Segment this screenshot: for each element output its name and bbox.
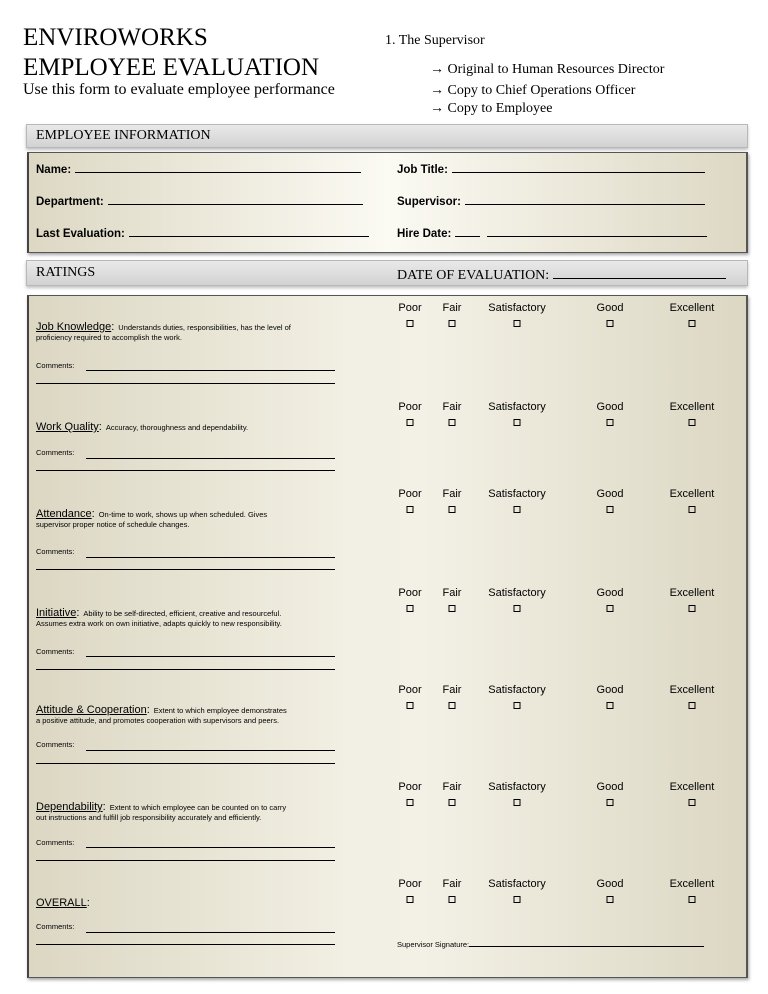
name-label: Name: xyxy=(36,164,72,176)
comments-label: Comments: xyxy=(36,647,75,656)
name-field[interactable] xyxy=(36,160,361,178)
rating-checkbox-excellent[interactable] xyxy=(689,419,696,426)
criterion-name: Job Knowledge xyxy=(36,321,112,333)
rating-scale-label: Excellent xyxy=(669,488,715,500)
rating-checkbox-poor[interactable] xyxy=(407,605,414,612)
rating-scale-label: Satisfactory xyxy=(488,302,546,314)
rating-scale-label: Poor xyxy=(398,781,422,793)
rating-scale-label: Excellent xyxy=(669,781,715,793)
rating-checkbox-good[interactable] xyxy=(607,419,614,426)
rating-scale-label: Fair xyxy=(442,488,462,500)
section-title: RATINGS xyxy=(36,265,96,280)
comments-label: Comments: xyxy=(36,922,75,931)
comments-line[interactable] xyxy=(86,656,335,657)
form-title: EMPLOYEE EVALUATION xyxy=(23,54,320,81)
rating-scale-label: Fair xyxy=(442,401,462,413)
job-title-field[interactable] xyxy=(397,160,705,178)
rating-checkbox-excellent[interactable] xyxy=(689,320,696,327)
job-title-label: Job Title: xyxy=(397,164,448,176)
hire-date-field[interactable] xyxy=(397,224,707,242)
last-evaluation-label: Last Evaluation: xyxy=(36,228,125,240)
rating-checkbox-satisfactory[interactable] xyxy=(514,702,521,709)
department-label: Department: xyxy=(36,196,104,208)
comments-line[interactable] xyxy=(36,763,335,764)
criterion-description: Ability to be self-directed, efficient, creative and resourceful. xyxy=(83,609,282,618)
rating-checkbox-good[interactable] xyxy=(607,799,614,806)
section-title: EMPLOYEE INFORMATION xyxy=(36,128,211,143)
rating-scale-label: Good xyxy=(596,488,624,500)
rating-checkbox-poor[interactable] xyxy=(407,896,414,903)
criterion-description-line2: Assumes extra work on own initiative, adapts quickly to new responsibility. xyxy=(36,619,282,628)
rating-checkbox-excellent[interactable] xyxy=(689,506,696,513)
rating-scale-label: Excellent xyxy=(669,302,715,314)
rating-checkbox-poor[interactable] xyxy=(407,702,414,709)
rating-scale-label: Good xyxy=(596,684,624,696)
rating-checkbox-good[interactable] xyxy=(607,506,614,513)
rating-scale-label: Good xyxy=(596,401,624,413)
rating-checkbox-good[interactable] xyxy=(607,896,614,903)
rating-checkbox-excellent[interactable] xyxy=(689,799,696,806)
criterion-colon: : xyxy=(111,321,115,333)
criterion-name: Attendance xyxy=(36,508,92,520)
form-instructions: Use this form to evaluate employee performance xyxy=(23,81,335,98)
rating-checkbox-excellent[interactable] xyxy=(689,896,696,903)
rating-scale-label: Good xyxy=(596,781,624,793)
comments-label: Comments: xyxy=(36,448,75,457)
criterion-description: Accuracy, thoroughness and dependability. xyxy=(105,423,249,432)
criterion-description: On-time to work, shows up when scheduled. Gives xyxy=(98,510,268,519)
rating-scale-label: Poor xyxy=(398,302,422,314)
rating-scale-label: Satisfactory xyxy=(488,781,546,793)
rating-checkbox-fair[interactable] xyxy=(449,896,456,903)
rating-scale-label: Excellent xyxy=(669,684,715,696)
evaluation-date-label: DATE OF EVALUATION: xyxy=(397,268,550,283)
comments-line[interactable] xyxy=(36,669,335,670)
ratings-panel xyxy=(27,295,748,978)
routing-heading: 1. The Supervisor xyxy=(385,33,485,48)
comments-label: Comments: xyxy=(36,361,75,370)
rating-checkbox-satisfactory[interactable] xyxy=(514,506,521,513)
rating-scale-label: Good xyxy=(596,302,624,314)
company-name: ENVIROWORKS xyxy=(23,24,208,51)
rating-scale-label: Poor xyxy=(398,488,422,500)
criterion-description: Understands duties, responsibilities, has the level of xyxy=(118,323,291,332)
overall-label: OVERALL xyxy=(36,897,87,909)
comments-line[interactable] xyxy=(86,458,335,459)
comments-line[interactable] xyxy=(36,383,335,384)
hire-date-label: Hire Date: xyxy=(397,228,452,240)
criterion-colon: : xyxy=(102,801,106,813)
evaluation-date-field[interactable] xyxy=(397,265,726,284)
rating-checkbox-poor[interactable] xyxy=(407,506,414,513)
rating-scale-label: Good xyxy=(596,878,624,890)
rating-scale-label: Fair xyxy=(442,684,462,696)
comments-line[interactable] xyxy=(36,569,335,570)
criterion-colon: : xyxy=(91,508,95,520)
rating-checkbox-excellent[interactable] xyxy=(689,702,696,709)
comments-line[interactable] xyxy=(86,370,335,371)
rating-checkbox-poor[interactable] xyxy=(407,419,414,426)
rating-checkbox-satisfactory[interactable] xyxy=(514,320,521,327)
rating-checkbox-good[interactable] xyxy=(607,702,614,709)
comments-line[interactable] xyxy=(86,750,335,751)
routing-item: → Original to Human Resources Director xyxy=(430,62,665,77)
rating-checkbox-poor[interactable] xyxy=(407,799,414,806)
rating-scale-label: Satisfactory xyxy=(488,587,546,599)
criterion-name: Attitude & Cooperation xyxy=(36,704,147,716)
rating-checkbox-good[interactable] xyxy=(607,320,614,327)
rating-checkbox-satisfactory[interactable] xyxy=(514,896,521,903)
rating-checkbox-satisfactory[interactable] xyxy=(514,605,521,612)
rating-scale-label: Good xyxy=(596,587,624,599)
rating-scale-label: Fair xyxy=(442,302,462,314)
rating-scale-label: Poor xyxy=(398,878,422,890)
rating-scale-label: Excellent xyxy=(669,401,715,413)
rating-scale-label: Poor xyxy=(398,684,422,696)
criterion-colon: : xyxy=(146,704,150,716)
criterion-name: Initiative xyxy=(36,607,77,619)
comments-line[interactable] xyxy=(36,944,335,945)
supervisor-label: Supervisor: xyxy=(397,196,461,208)
criterion-name: Work Quality xyxy=(36,421,99,433)
comments-label: Comments: xyxy=(36,838,75,847)
rating-checkbox-satisfactory[interactable] xyxy=(514,419,521,426)
overall-heading xyxy=(36,893,90,911)
rating-scale-label: Satisfactory xyxy=(488,878,546,890)
rating-checkbox-poor[interactable] xyxy=(407,320,414,327)
rating-scale-label: Satisfactory xyxy=(488,401,546,413)
rating-scale-label: Poor xyxy=(398,587,422,599)
rating-scale-label: Poor xyxy=(398,401,422,413)
rating-checkbox-fair[interactable] xyxy=(449,419,456,426)
rating-scale-label: Satisfactory xyxy=(488,684,546,696)
criterion-colon: : xyxy=(98,421,102,433)
rating-scale-label: Excellent xyxy=(669,878,715,890)
comments-line[interactable] xyxy=(86,847,335,848)
department-field[interactable] xyxy=(36,192,363,210)
criterion-name: Dependability xyxy=(36,801,103,813)
rating-checkbox-excellent[interactable] xyxy=(689,605,696,612)
rating-checkbox-satisfactory[interactable] xyxy=(514,799,521,806)
supervisor-signature-field[interactable] xyxy=(397,934,704,952)
criterion-description-line2: proficiency required to accomplish the work. xyxy=(36,333,182,342)
criterion-description-line2: a positive attitude, and promotes cooperation with supervisors and peers. xyxy=(36,716,280,725)
employee-info-header xyxy=(26,124,748,148)
rating-scale-label: Fair xyxy=(442,587,462,599)
criterion-description: Extent to which employee demonstrates xyxy=(153,706,287,715)
last-evaluation-field[interactable] xyxy=(36,224,369,242)
ratings-header xyxy=(26,260,748,286)
rating-scale-label: Fair xyxy=(442,781,462,793)
comments-line[interactable] xyxy=(36,860,335,861)
rating-checkbox-good[interactable] xyxy=(607,605,614,612)
supervisor-signature-label: Supervisor Signature: xyxy=(397,940,470,949)
signature-line[interactable] xyxy=(469,937,704,947)
rating-checkbox-fair[interactable] xyxy=(449,799,456,806)
rating-checkbox-fair[interactable] xyxy=(449,320,456,327)
criterion-description-line2: out instructions and fulfill job responsibility accurately and efficiently. xyxy=(36,813,262,822)
overall-colon: : xyxy=(86,897,90,909)
criterion-description: Extent to which employee can be counted on to carry xyxy=(109,803,287,812)
rating-checkbox-fair[interactable] xyxy=(449,506,456,513)
criterion-description-line2: supervisor proper notice of schedule changes. xyxy=(36,520,190,529)
criterion-colon: : xyxy=(76,607,80,619)
criterion-heading xyxy=(36,417,248,435)
routing-item: → Copy to Employee xyxy=(430,101,553,116)
supervisor-field[interactable] xyxy=(397,192,705,210)
routing-item: → Copy to Chief Operations Officer xyxy=(430,83,636,98)
rating-checkbox-fair[interactable] xyxy=(449,605,456,612)
comments-line[interactable] xyxy=(36,470,335,471)
rating-checkbox-fair[interactable] xyxy=(449,702,456,709)
rating-scale-label: Excellent xyxy=(669,587,715,599)
comments-label: Comments: xyxy=(36,740,75,749)
comments-line[interactable] xyxy=(86,932,335,933)
rating-scale-label: Fair xyxy=(442,878,462,890)
rating-scale-label: Satisfactory xyxy=(488,488,546,500)
comments-label: Comments: xyxy=(36,547,75,556)
comments-line[interactable] xyxy=(86,557,335,558)
